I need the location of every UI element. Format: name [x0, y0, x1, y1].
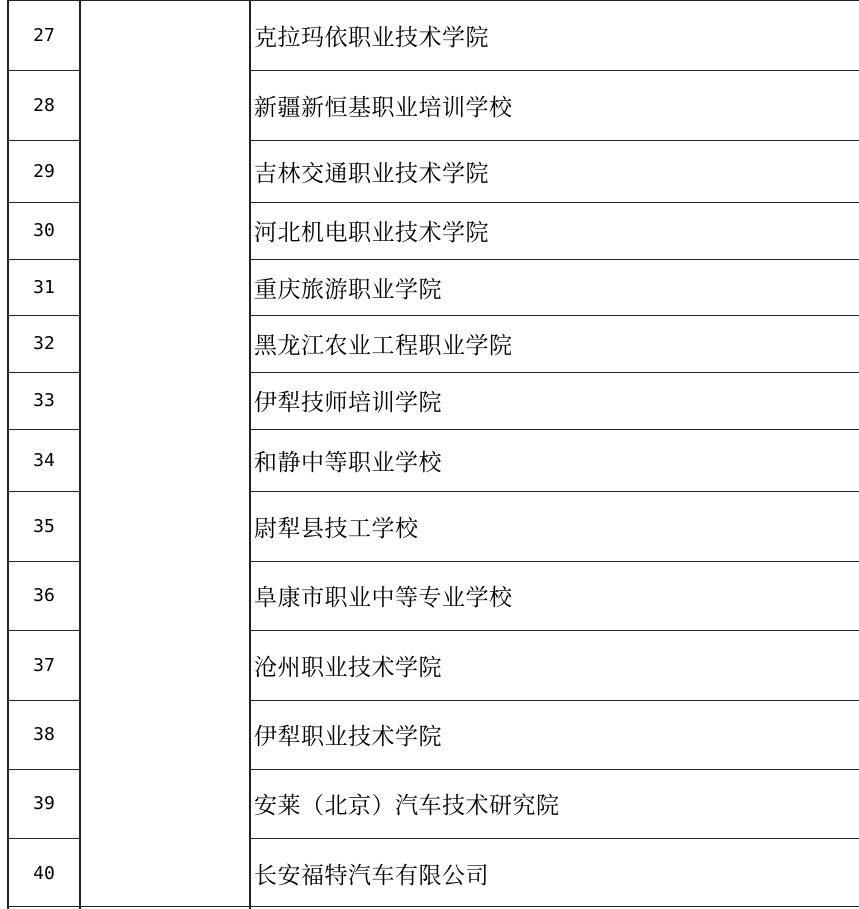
empty-cell — [81, 140, 251, 202]
empty-cell — [81, 630, 251, 700]
school-name: 和静中等职业学校 — [254, 449, 442, 476]
row-number: 29 — [33, 160, 55, 182]
school-name: 长安福特汽车有限公司 — [254, 863, 489, 889]
row-number: 39 — [33, 793, 55, 814]
row-divider — [249, 561, 859, 562]
school-name: 尉犁县技工学校 — [254, 515, 419, 542]
row-divider — [249, 315, 859, 316]
school-name: 重庆旅游职业学院 — [254, 276, 442, 303]
row-number: 34 — [33, 449, 55, 471]
row-divider — [249, 429, 859, 430]
school-name: 阜康市职业中等专业学校 — [254, 585, 513, 611]
empty-cell — [81, 769, 251, 838]
row-number: 37 — [33, 654, 55, 676]
row-number: 31 — [33, 276, 55, 298]
table-row — [0, 491, 859, 561]
row-divider — [249, 372, 859, 373]
table-row — [0, 769, 859, 838]
row-divider — [249, 838, 859, 839]
empty-cell — [81, 838, 251, 909]
table-row — [0, 259, 859, 315]
row-divider — [7, 700, 81, 701]
row-divider — [7, 70, 81, 71]
table-row — [0, 70, 859, 140]
row-divider — [7, 372, 81, 373]
row-divider — [249, 70, 859, 71]
empty-cell — [81, 491, 251, 561]
table-row — [0, 372, 859, 429]
table-row — [0, 561, 859, 630]
row-divider — [249, 202, 859, 203]
row-divider — [7, 769, 81, 770]
school-name: 伊犁职业技术学院 — [254, 724, 442, 750]
school-name: 安莱（北京）汽车技术研究院 — [254, 793, 560, 819]
row-divider — [7, 259, 81, 260]
row-number: 27 — [33, 24, 55, 46]
row-divider — [7, 491, 81, 492]
empty-cell — [81, 429, 251, 491]
table-row — [0, 838, 859, 909]
empty-cell — [81, 561, 251, 630]
table-row — [0, 630, 859, 700]
school-name: 克拉玛依职业技术学院 — [254, 24, 489, 51]
row-divider — [7, 630, 81, 631]
row-divider — [249, 259, 859, 260]
empty-cell — [81, 202, 251, 259]
row-divider — [7, 0, 859, 1]
row-divider — [249, 700, 859, 701]
row-number: 38 — [33, 724, 55, 745]
row-divider — [7, 202, 81, 203]
row-number: 28 — [33, 94, 55, 116]
school-name: 河北机电职业技术学院 — [254, 220, 489, 246]
empty-cell — [81, 259, 251, 315]
table-row — [0, 429, 859, 491]
table-row — [0, 202, 859, 259]
row-number: 33 — [33, 390, 55, 411]
table-row — [0, 700, 859, 769]
row-divider — [249, 630, 859, 631]
row-divider — [249, 769, 859, 770]
row-divider — [249, 491, 859, 492]
empty-cell — [81, 700, 251, 769]
row-divider — [7, 838, 81, 839]
row-divider — [7, 140, 81, 141]
row-number: 32 — [33, 333, 55, 354]
empty-cell — [81, 0, 251, 70]
school-name: 新疆新恒基职业培训学校 — [254, 94, 513, 121]
school-name: 吉林交通职业技术学院 — [254, 160, 489, 187]
empty-cell — [81, 372, 251, 429]
row-number: 36 — [33, 585, 55, 606]
row-number: 30 — [33, 220, 55, 241]
table-row — [0, 140, 859, 202]
school-name: 黑龙江农业工程职业学院 — [254, 333, 513, 359]
row-divider — [7, 906, 859, 907]
row-divider — [7, 429, 81, 430]
row-divider — [249, 140, 859, 141]
empty-cell — [81, 70, 251, 140]
school-name: 沧州职业技术学院 — [254, 654, 442, 681]
row-divider — [7, 315, 81, 316]
row-number: 40 — [33, 863, 55, 884]
table-row — [0, 315, 859, 372]
row-divider — [7, 561, 81, 562]
empty-cell — [81, 315, 251, 372]
row-number: 35 — [33, 515, 55, 537]
school-name: 伊犁技师培训学院 — [254, 390, 442, 416]
table-row — [0, 0, 859, 70]
